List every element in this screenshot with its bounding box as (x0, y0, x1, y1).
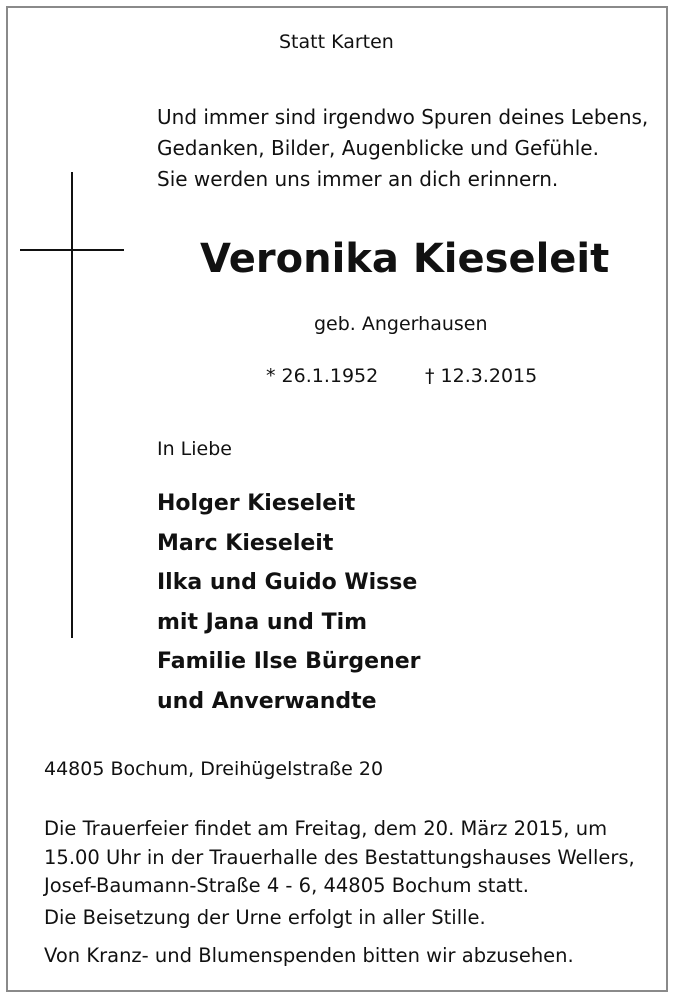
urn-note: Die Beisetzung der Urne erfolgt in aller Stille. (44, 906, 486, 929)
maiden-name: geb. Angerhausen (314, 313, 488, 335)
mourner-name: und Anverwandte (157, 688, 377, 714)
ceremony-info (44, 815, 635, 901)
flowers-note: Von Kranz- und Blumenspenden bitten wir abzusehen. (44, 944, 574, 967)
mourners-list (157, 484, 421, 721)
mourner-name: Holger Kieseleit (157, 491, 356, 516)
ceremony-line: 15.00 Uhr in der Trauerhalle des Bestattungshauses Wellers, (44, 845, 635, 869)
mourner-name: Familie Ilse Bürgener (157, 649, 421, 674)
ceremony-line: Josef-Baumann-Straße 4 - 6, 44805 Bochum statt. (44, 874, 529, 897)
family-address: 44805 Bochum, Dreihügelstraße 20 (44, 758, 384, 780)
death-date: † 12.3.2015 (425, 365, 538, 387)
mourner-name: Marc Kieseleit (157, 530, 334, 556)
ceremony-line: Die Trauerfeier findet am Freitag, dem 20. März 2015, um (44, 817, 608, 840)
memorial-quote (157, 102, 648, 195)
quote-line: Und immer sind irgendwo Spuren deines Lebens, (157, 105, 649, 129)
deceased-name: Veronika Kieseleit (200, 236, 610, 282)
quote-line: Sie werden uns immer an dich erinnern. (157, 167, 559, 191)
mourner-name: Ilka und Guido Wisse (157, 570, 418, 595)
cross-icon-vertical (71, 172, 73, 638)
mourner-name: mit Jana und Tim (157, 609, 368, 635)
mourners-intro: In Liebe (157, 438, 232, 460)
cross-icon-horizontal (20, 249, 124, 251)
birth-date: * 26.1.1952 (266, 365, 379, 387)
quote-line: Gedanken, Bilder, Augenblicke und Gefühle. (157, 136, 599, 160)
header-statt-karten: Statt Karten (279, 31, 394, 53)
